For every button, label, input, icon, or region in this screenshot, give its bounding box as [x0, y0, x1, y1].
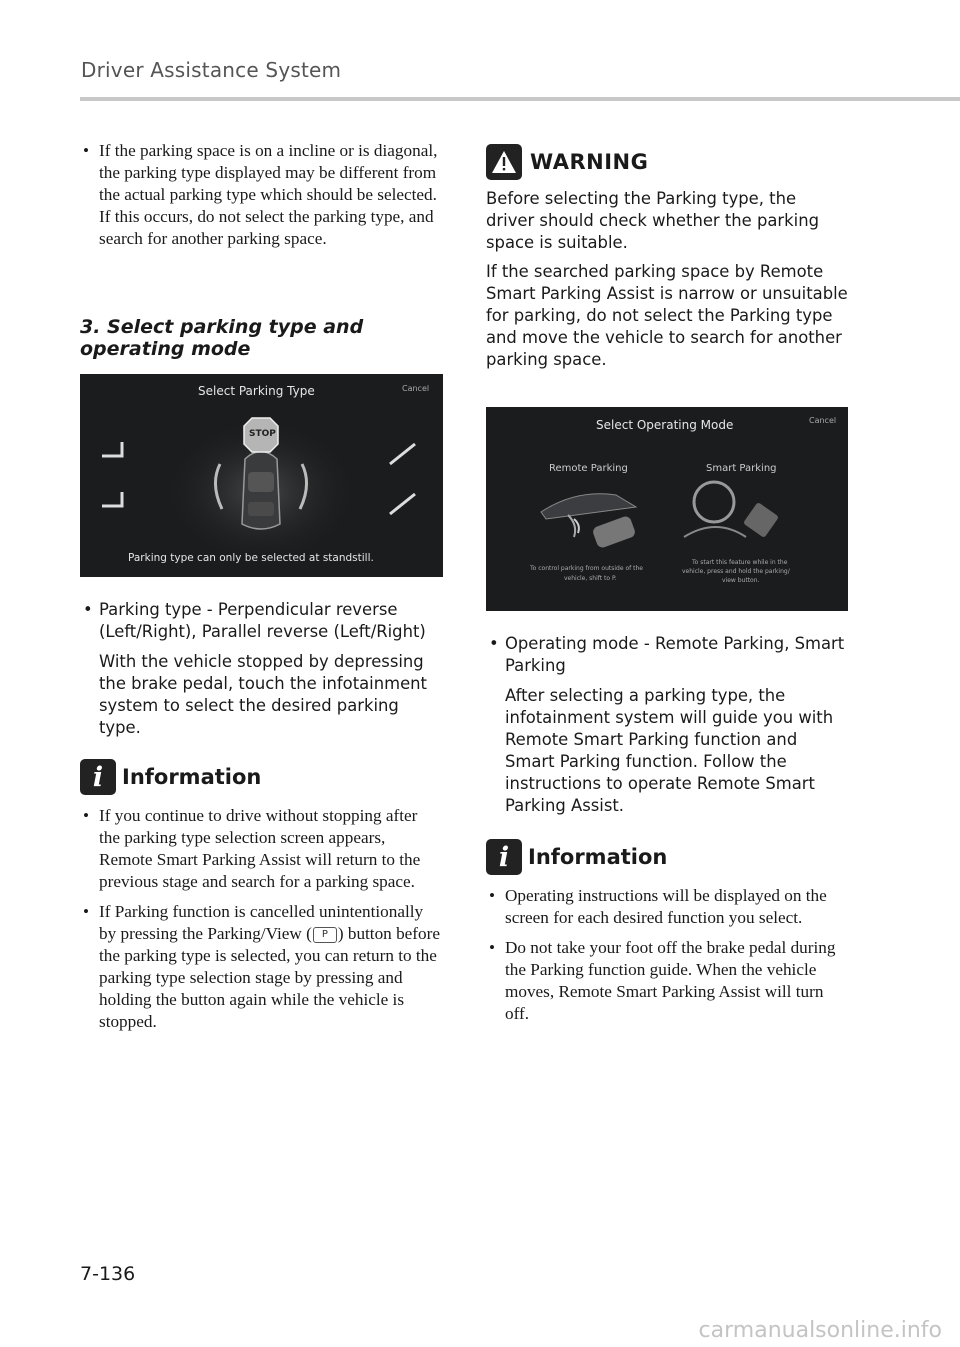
information-bullet: • Operating instructions will be displayed on the screen for each desired function you select.	[486, 885, 848, 929]
information-header	[80, 759, 442, 795]
warning-icon	[486, 144, 522, 180]
operating-mode-screen-figure	[486, 407, 848, 611]
information-list	[80, 805, 442, 1033]
step-heading: 3. Select parking type and operating mode	[80, 316, 364, 360]
section-title: Driver Assistance System	[81, 58, 342, 82]
warning-header	[486, 144, 848, 180]
parking-type-list	[80, 599, 442, 643]
information-list	[486, 885, 848, 1025]
incline-bullet: • If the parking space is on a incline or is diagonal, the parking type displayed may be different from the actual parking type which should be selected. If this occurs, do not select the parking type, and search for another parking space.	[80, 140, 442, 250]
remote-parking-option[interactable]: Remote Parking	[549, 463, 628, 474]
incline-bullet-list	[80, 140, 442, 250]
cancel-label[interactable]: Cancel	[402, 384, 430, 393]
parking-type-screen-figure	[80, 374, 443, 577]
right-column	[486, 140, 848, 1033]
operating-mode-description: After selecting a parking type, the infotainment system will guide you with Remote Smart Parking function and Smart Parking function. Follow the instructions to operate Remote Smart Parking Assist.	[505, 686, 834, 815]
left-column	[80, 140, 442, 1041]
screen-caption: Parking type can only be selected at standstill.	[128, 552, 374, 564]
warning-paragraph: If the searched parking space by Remote Smart Parking Assist is narrow or unsuitable for parking, do not select the Parking type and move the vehicle to search for another parking space.	[486, 262, 848, 369]
information-bullet: • Do not take your foot off the brake pedal during the Parking function guide. When the vehicle moves, Remote Smart Parking Assist will turn off.	[486, 937, 848, 1025]
smart-caption: To start this feature while in the	[692, 559, 788, 566]
remote-caption: vehicle, shift to P.	[564, 575, 617, 582]
information-icon: i	[80, 759, 116, 795]
smart-parking-option[interactable]: Smart Parking	[706, 463, 777, 474]
operating-mode-illustration	[486, 407, 848, 611]
information-bullet: • If you continue to drive without stopping after the parking type selection screen appears, Remote Smart Parking Assist will return to the previous stage and search for a parking space.	[80, 805, 442, 893]
page-number: 7-136	[80, 1263, 136, 1285]
information-title: Information	[528, 845, 668, 869]
warning-paragraph: Before selecting the Parking type, the driver should check whether the parking space is suitable.	[486, 189, 819, 252]
parking-view-button-icon: P	[313, 927, 337, 943]
remote-caption: To control parking from outside of the	[530, 565, 643, 572]
smart-caption: view button.	[722, 577, 760, 584]
header-divider	[80, 97, 960, 101]
parking-type-bullet: • Parking type - Perpendicular reverse (Left/Right), Parallel reverse (Left/Right)	[80, 599, 442, 643]
watermark: carmanualsonline.info	[698, 1318, 942, 1343]
stop-sign-label: STOP	[249, 429, 276, 439]
information-icon: i	[486, 839, 522, 875]
screen-title: Select Operating Mode	[596, 418, 734, 432]
parking-type-description: With the vehicle stopped by depressing the brake pedal, touch the infotainment system to select the desired parking type.	[99, 652, 427, 737]
cancel-label[interactable]: Cancel	[809, 416, 837, 425]
warning-title: WARNING	[530, 150, 649, 174]
smart-caption: vehicle, press and hold the parking/	[682, 568, 790, 575]
information-bullet: • If Parking function is cancelled unintentionally by pressing the Parking/View ( P ) button before the parking type is selected, you can return to the parking type selection stage by pressing and holding the button again while the vehicle is stopped.	[80, 901, 442, 1033]
information-title: Information	[122, 765, 262, 789]
operating-mode-list	[486, 633, 848, 677]
information-header	[486, 839, 848, 875]
parking-type-illustration	[80, 374, 443, 577]
operating-mode-bullet: • Operating mode - Remote Parking, Smart Parking	[486, 633, 848, 677]
screen-title: Select Parking Type	[198, 384, 315, 398]
